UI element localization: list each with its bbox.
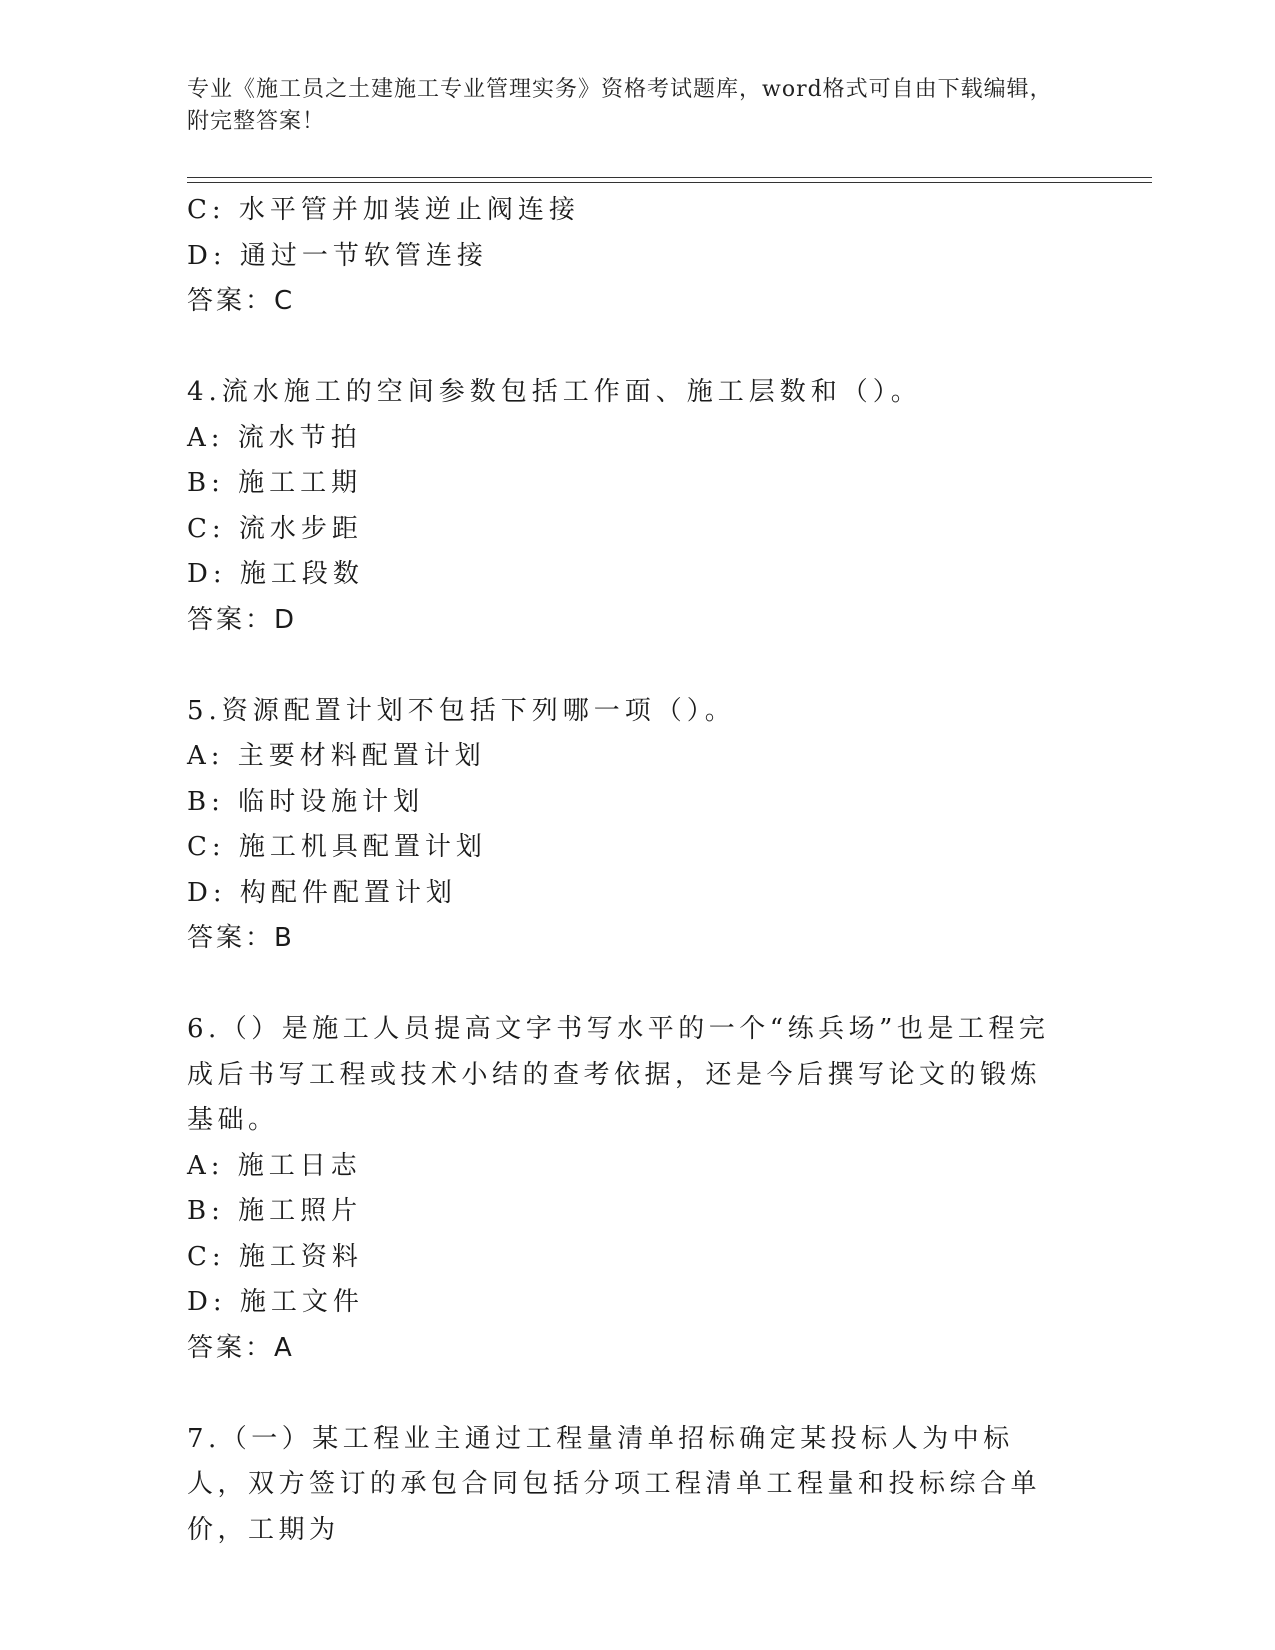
q4-option-b: B: 施工工期 bbox=[187, 468, 363, 498]
spacer bbox=[187, 643, 1067, 689]
q5-answer: 答案：B bbox=[187, 923, 295, 953]
q3-answer: 答案：C bbox=[187, 286, 296, 316]
question-list bbox=[187, 188, 1067, 1553]
spacer bbox=[187, 1371, 1067, 1417]
q5-option-b: B: 临时设施计划 bbox=[187, 786, 425, 817]
question-4 bbox=[187, 370, 1067, 643]
q4-answer: 答案：D bbox=[187, 604, 298, 635]
q6-option-d: D: 施工文件 bbox=[187, 1287, 364, 1317]
question-3-tail bbox=[187, 188, 1067, 325]
document-header: 专业《施工员之土建施工专业管理实务》资格考试题库，word格式可自由下载编辑，附完整答案！ bbox=[187, 77, 1053, 134]
q3-option-c: C: 水平管并加装逆止阀连接 bbox=[187, 195, 580, 225]
q5-option-d: D: 构配件配置计划 bbox=[187, 877, 457, 908]
q3-option-d: D: 通过一节软管连接 bbox=[187, 240, 488, 271]
q4-option-a: A: 流水节拍 bbox=[187, 422, 362, 453]
q5-option-c: C: 施工机具配置计划 bbox=[187, 832, 487, 862]
header-double-rule bbox=[187, 177, 1152, 183]
q6-option-b: B: 施工照片 bbox=[187, 1196, 363, 1226]
q6-question: 6.（）是施工人员提高文字书写水平的一个“练兵场”也是工程完成后书写工程或技术小结的查考依据，还是今后撰写论文的锻炼基础。 bbox=[187, 1014, 1050, 1135]
spacer bbox=[187, 325, 1067, 371]
q6-option-a: A: 施工日志 bbox=[187, 1150, 362, 1181]
q4-question: 4.流水施工的空间参数包括工作面、施工层数和（）。 bbox=[187, 377, 922, 407]
q5-option-a: A: 主要材料配置计划 bbox=[187, 741, 486, 771]
q6-answer: 答案：A bbox=[187, 1332, 295, 1363]
spacer bbox=[187, 962, 1067, 1008]
question-7 bbox=[187, 1417, 1067, 1554]
question-5 bbox=[187, 689, 1067, 962]
q4-option-c: C: 流水步距 bbox=[187, 513, 363, 544]
q6-option-c: C: 施工资料 bbox=[187, 1241, 363, 1272]
question-6 bbox=[187, 1007, 1067, 1371]
q4-option-d: D: 施工段数 bbox=[187, 559, 364, 589]
q5-question: 5.资源配置计划不包括下列哪一项（）。 bbox=[187, 695, 736, 726]
q7-question: 7.（一）某工程业主通过工程量清单招标确定某投标人为中标人，双方签订的承包合同包括分项工程清单工程量和投标综合单价，工期为 bbox=[187, 1423, 1042, 1545]
